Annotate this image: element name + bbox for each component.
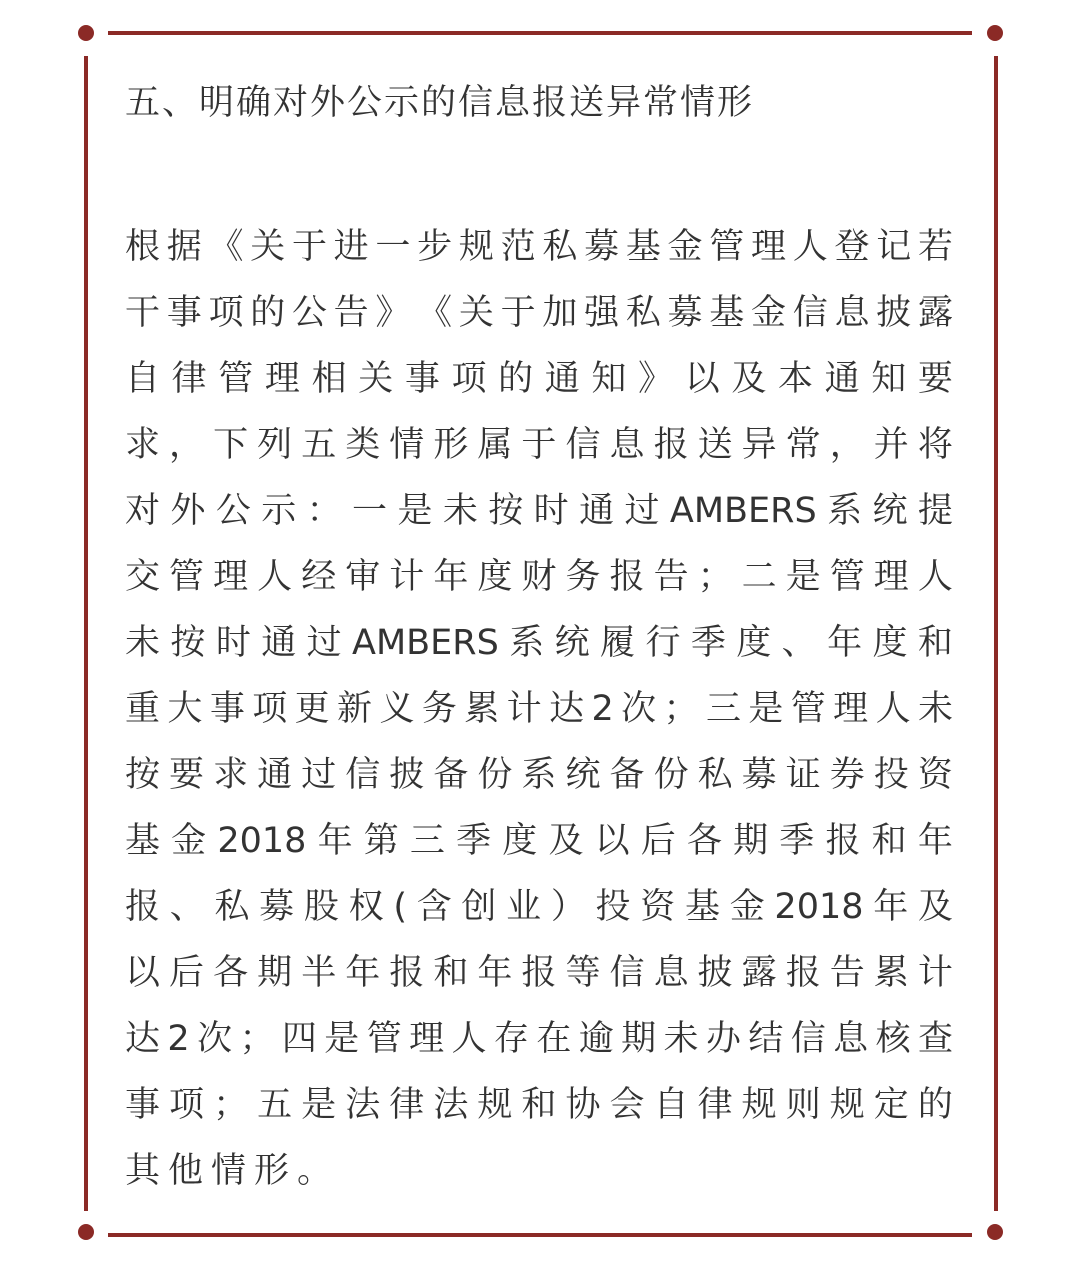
frame-corner-dot-top-right [987,25,1003,41]
body-line: 求 ， 下 列 五 类 情 形 属 于 信 息 报 送 异 常 ， 并 将 [125,425,953,465]
body-line: 交 管 理 人 经 审 计 年 度 财 务 报 告 ； 二 是 管 理 人 [125,557,953,597]
body-line: 达 2 次 ； 四 是 管 理 人 存 在 逾 期 未 办 结 信 息 核 查 [125,1019,953,1059]
frame-line-top [108,31,972,35]
body-line: 对 外 公 示 ： 一 是 未 按 时 通 过 AMBERS 系 统 提 [125,491,953,531]
body-line: 基 金 2018 年 第 三 季 度 及 以 后 各 期 季 报 和 年 [125,821,953,861]
body-line: 以 后 各 期 半 年 报 和 年 报 等 信 息 披 露 报 告 累 计 [125,953,953,993]
frame-line-right [994,56,998,1211]
frame-corner-dot-bottom-right [987,1224,1003,1240]
body-line: 根 据 《 关 于 进 一 步 规 范 私 募 基 金 管 理 人 登 记 若 [125,227,953,267]
body-line: 其他情形。 [125,1151,341,1191]
body-line: 重 大 事 项 更 新 义 务 累 计 达 2 次 ； 三 是 管 理 人 未 [125,689,953,729]
article-body [125,214,953,1204]
body-line: 干 事 项 的 公 告 》 《 关 于 加 强 私 募 基 金 信 息 披 露 [125,293,953,333]
frame-line-bottom [108,1233,972,1237]
body-line: 事 项 ； 五 是 法 律 法 规 和 协 会 自 律 规 则 规 定 的 [125,1085,953,1125]
section-heading: 五、明确对外公示的信息报送异常情形 [125,83,755,123]
frame-corner-dot-top-left [78,25,94,41]
frame-corner-dot-bottom-left [78,1224,94,1240]
body-line: 报 、 私 募 股 权 ( 含 创 业 ） 投 资 基 金 2018 年 及 [125,887,953,927]
body-line: 自 律 管 理 相 关 事 项 的 通 知 》 以 及 本 通 知 要 [125,359,953,399]
frame-line-left [84,56,88,1211]
body-line: 按 要 求 通 过 信 披 备 份 系 统 备 份 私 募 证 券 投 资 [125,755,953,795]
body-line: 未 按 时 通 过 AMBERS 系 统 履 行 季 度 、 年 度 和 [125,623,953,663]
